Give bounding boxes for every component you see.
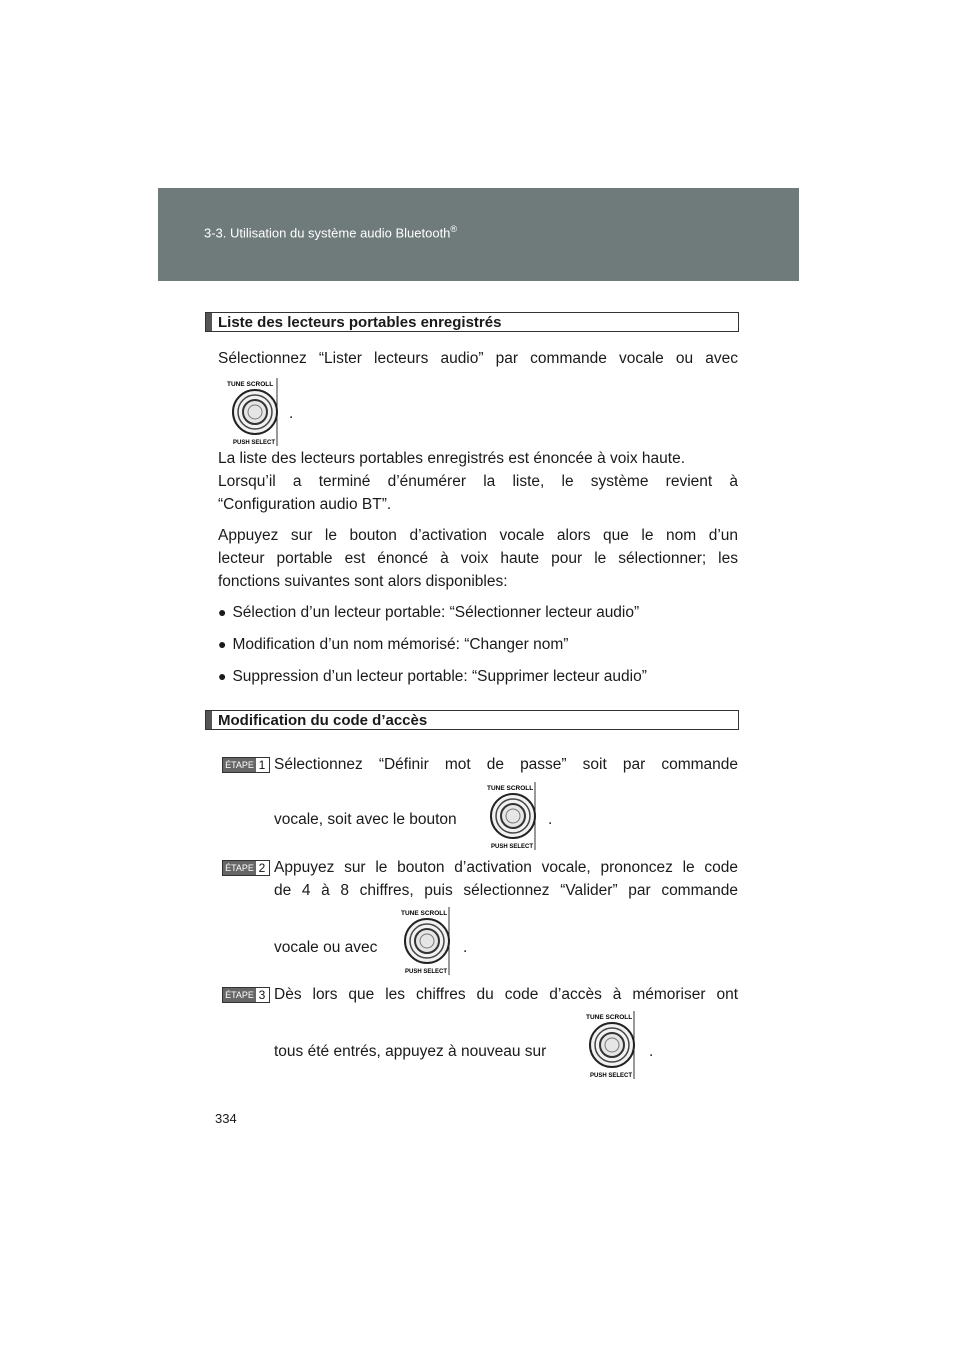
sentence-period: .: [463, 939, 468, 956]
heading-bar: [206, 711, 212, 729]
tune-scroll-knob-icon: [483, 782, 547, 850]
section-heading-label: Liste des lecteurs portables enregistrés: [218, 314, 502, 331]
knob-bottom-label: PUSH SELECT: [233, 440, 276, 446]
paragraph-line: Lorsqu’il a terminé d’énumérer la liste, le système revient à: [218, 473, 738, 490]
bullet-icon: ●: [218, 636, 227, 652]
list-item-text: Sélection d’un lecteur portable: “Sélectionner lecteur audio”: [232, 604, 640, 621]
list-item-text: Modification d’un nom mémorisé: “Changer nom”: [232, 636, 569, 653]
bullet-icon: ●: [218, 668, 227, 684]
knob-graphic: [483, 782, 547, 850]
step-line: vocale, soit avec le bouton: [274, 811, 457, 828]
paragraph-line: Sélectionnez “Lister lecteurs audio” par commande vocale ou avec: [218, 350, 738, 367]
list-item: [218, 633, 568, 656]
tune-scroll-knob-icon: [582, 1011, 646, 1079]
section-breadcrumb: [204, 224, 457, 240]
step-number: 2: [258, 861, 266, 875]
step-line: tous été entrés, appuyez à nouveau sur: [274, 1043, 547, 1060]
sentence-period: .: [289, 405, 294, 422]
section-heading-passcode: [205, 710, 739, 730]
tune-scroll-knob-icon: [225, 378, 289, 446]
step-badge-2: [222, 860, 270, 876]
knob-top-label: TUNE SCROLL: [227, 381, 274, 388]
list-item: [218, 601, 639, 624]
step-word: ÉTAPE: [223, 988, 256, 1002]
bullet-icon: ●: [218, 604, 227, 620]
step-word: ÉTAPE: [223, 861, 256, 875]
step-line: vocale ou avec: [274, 939, 378, 956]
paragraph-line: La liste des lecteurs portables enregistrés est énoncée à voix haute.: [218, 450, 685, 467]
knob-top-label: TUNE SCROLL: [487, 785, 534, 792]
knob-graphic: [397, 907, 461, 975]
knob-top-label: TUNE SCROLL: [586, 1014, 633, 1021]
list-item: [218, 665, 647, 688]
sentence-period: .: [649, 1043, 654, 1060]
knob-graphic: [582, 1011, 646, 1079]
step-line: de 4 à 8 chiffres, puis sélectionnez “Valider” par commande: [274, 882, 738, 899]
knob-bottom-label: PUSH SELECT: [491, 844, 534, 850]
step-line: Appuyez sur le bouton d’activation vocale, prononcez le code: [274, 859, 738, 876]
section-heading-registered-players: [205, 312, 739, 332]
paragraph-line: lecteur portable est énoncé à voix haute pour le sélectionner; les: [218, 550, 738, 567]
page-number: 334: [215, 1111, 237, 1126]
step-number: 3: [258, 988, 266, 1002]
step-number: 1: [258, 758, 266, 772]
step-line: Dès lors que les chiffres du code d’accès à mémoriser ont: [274, 986, 738, 1003]
step-word: ÉTAPE: [223, 758, 256, 772]
paragraph-line: Appuyez sur le bouton d’activation vocale alors que le nom d’un: [218, 527, 738, 544]
heading-bar: [206, 313, 212, 331]
knob-top-label: TUNE SCROLL: [401, 910, 448, 917]
sentence-period: .: [548, 811, 553, 828]
step-badge-1: [222, 757, 270, 773]
list-item-text: Suppression d’un lecteur portable: “Supprimer lecteur audio”: [232, 668, 647, 685]
knob-bottom-label: PUSH SELECT: [590, 1073, 633, 1079]
paragraph-line: fonctions suivantes sont alors disponibles:: [218, 573, 508, 590]
section-title: 3-3. Utilisation du système audio Bluetooth: [204, 225, 451, 241]
knob-graphic: [225, 378, 289, 446]
section-heading-label: Modification du code d’accès: [218, 712, 428, 729]
registered-mark: ®: [450, 224, 458, 234]
header-band: [158, 188, 799, 281]
step-badge-3: [222, 987, 270, 1003]
tune-scroll-knob-icon: [397, 907, 461, 975]
paragraph-line: “Configuration audio BT”.: [218, 496, 392, 513]
knob-bottom-label: PUSH SELECT: [405, 969, 448, 975]
step-line: Sélectionnez “Définir mot de passe” soit par commande: [274, 756, 738, 773]
